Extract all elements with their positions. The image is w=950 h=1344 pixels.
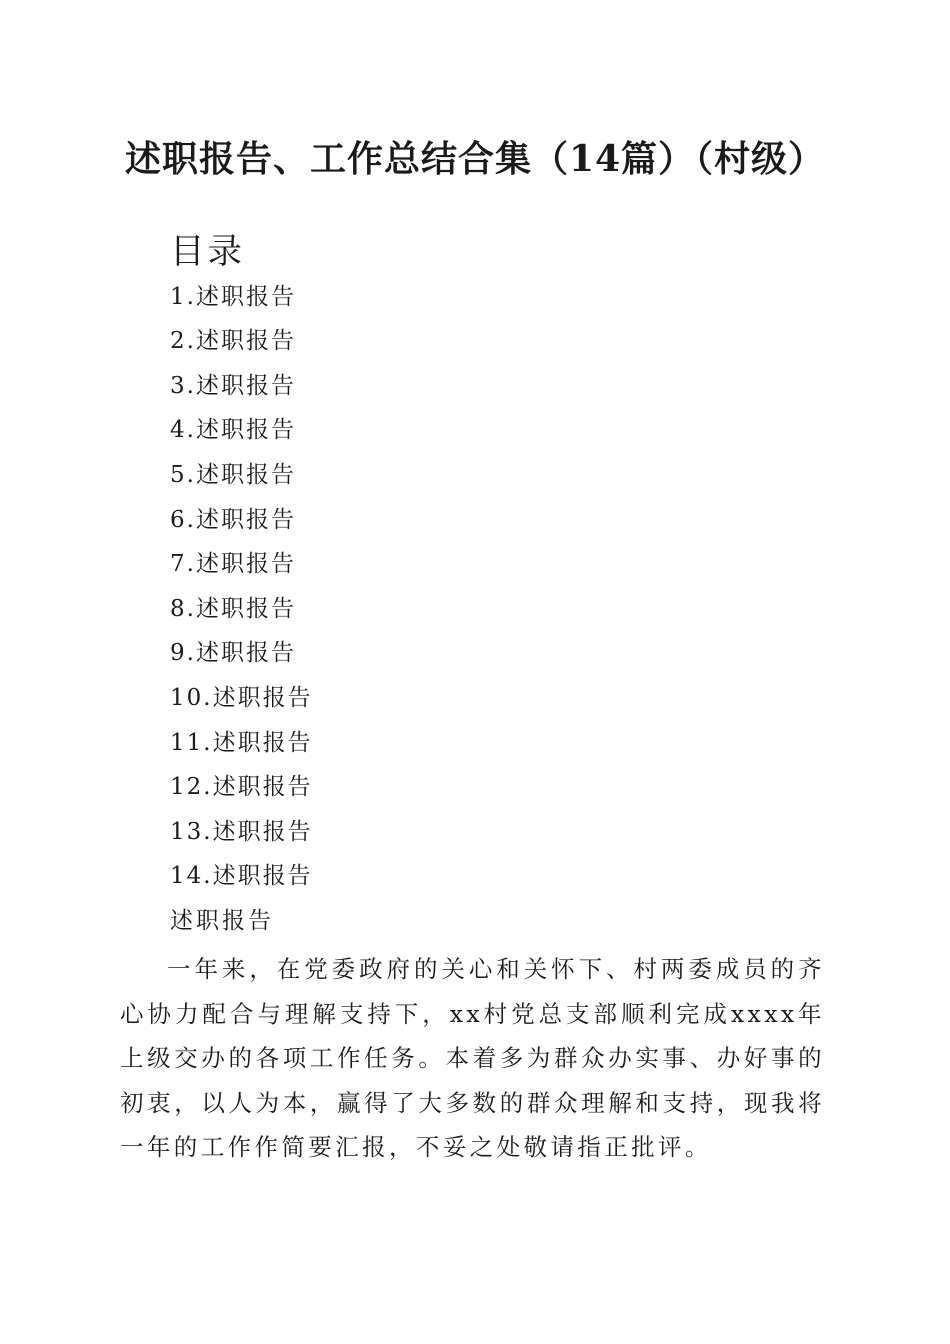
table-of-contents xyxy=(170,230,830,899)
section-heading: 述职报告 xyxy=(170,908,274,934)
toc-item: 11.述职报告 xyxy=(170,729,313,756)
toc-item: 5.述职报告 xyxy=(170,461,296,488)
document-title: 述职报告、工作总结合集（14篇）（村级） xyxy=(124,138,826,180)
toc-item: 7.述职报告 xyxy=(170,551,296,578)
toc-item: 10.述职报告 xyxy=(170,684,313,711)
toc-list xyxy=(170,275,830,899)
toc-item: 4.述职报告 xyxy=(170,417,296,444)
toc-item: 8.述职报告 xyxy=(170,595,296,622)
toc-item: 2.述职报告 xyxy=(170,328,296,355)
toc-item: 14.述职报告 xyxy=(170,863,313,890)
toc-heading: 目录 xyxy=(170,232,245,272)
body-paragraph: 一年来，在党委政府的关心和关怀下、村两委成员的齐心协力配合与理解支持下，xx村党总支部顺利完成xxxx年上级交办的各项工作任务。本着多为群众办实事、办好事的初衷，以人为本，赢得了大多数的群众理解和支持，现我将一年的工作作简要汇报，不妥之处敬请指正批评。 xyxy=(120,955,825,1161)
toc-item: 6.述职报告 xyxy=(170,506,296,533)
toc-item: 9.述职报告 xyxy=(170,640,296,667)
toc-item: 1.述职报告 xyxy=(170,283,296,310)
toc-item: 13.述职报告 xyxy=(170,818,313,845)
toc-item: 12.述职报告 xyxy=(170,774,313,801)
toc-item: 3.述职报告 xyxy=(170,372,296,399)
